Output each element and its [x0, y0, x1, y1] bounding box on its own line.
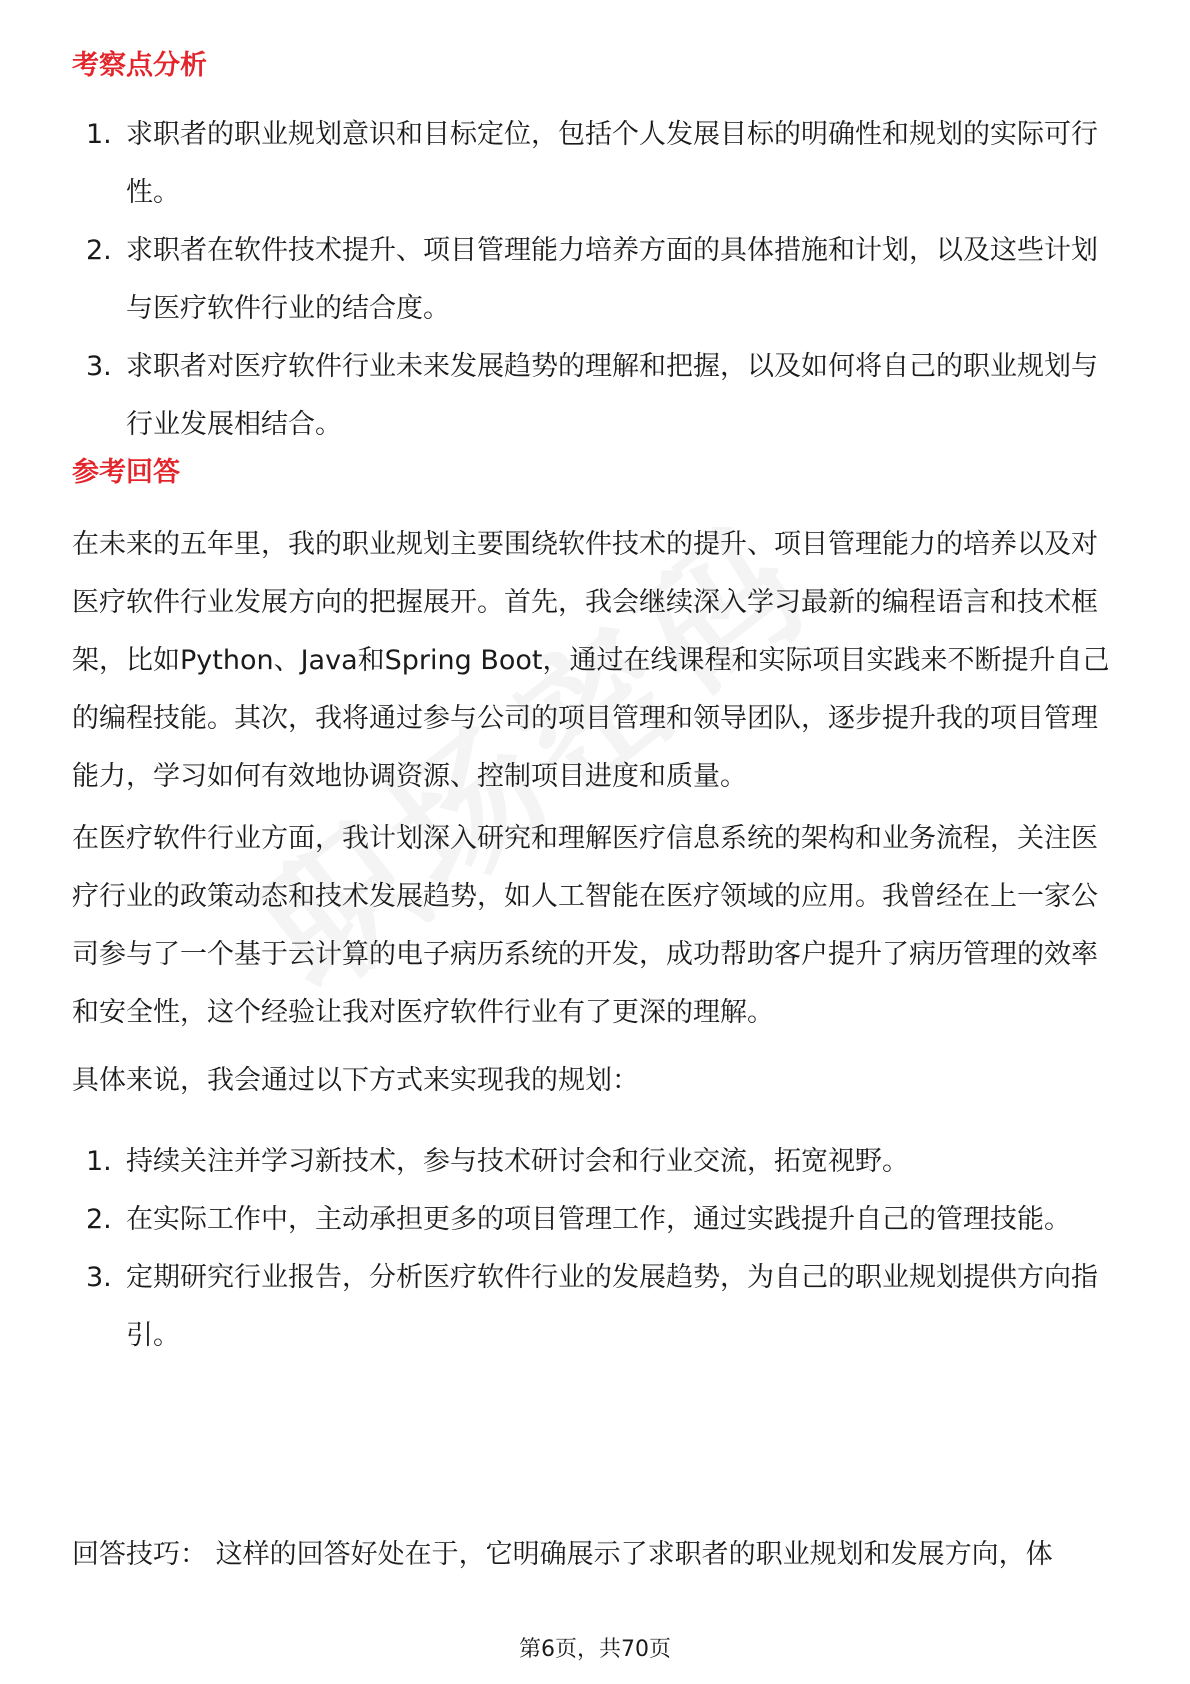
section-heading-analysis: 考察点分析: [72, 50, 207, 81]
list-number: 2.: [86, 1204, 112, 1235]
answer-tip: 回答技巧： 这样的回答好处在于，它明确展示了求职者的职业规划和发展方向，体: [72, 1539, 1053, 1570]
list-text: 持续关注并学习新技术，参与技术研讨会和行业交流，拓宽视野。: [126, 1146, 909, 1177]
plan-list: [0, 1133, 1116, 1365]
answer-paragraph-3: 具体来说，我会通过以下方式来实现我的规划：: [72, 1065, 639, 1096]
answer-paragraph-2: 在医疗软件行业方面，我计划深入研究和理解医疗信息系统的架构和业务流程，关注医疗行业的政策动态和技术发展趋势，如人工智能在医疗领域的应用。我曾经在上一家公司参与了一个基于云计算的电子病历系统的开发，成功帮助客户提升了病历管理的效率和安全性，这个经验让我对医疗软件行业有了更深的理解。: [72, 823, 1098, 1028]
list-text: 求职者在软件技术提升、项目管理能力培养方面的具体措施和计划，以及这些计划与医疗软件行业的结合度。: [126, 235, 1098, 324]
list-number: 1.: [86, 1146, 112, 1177]
section-heading-answer: 参考回答: [72, 457, 180, 488]
list-number: 3.: [86, 351, 112, 382]
answer-paragraph-1: 在未来的五年里，我的职业规划主要围绕软件技术的提升、项目管理能力的培养以及对医疗软件行业发展方向的把握展开。首先，我会继续深入学习最新的编程语言和技术框架，比如Python、Java和Spring Boot，通过在线课程和实际项目实践来不断提升自己的编程技能。其次，我将通过参与公司的项目管理和领导团队，逐步提升我的项目管理能力，学习如何有效地协调资源、控制项目进度和质量。: [72, 529, 1110, 792]
list-number: 2.: [86, 235, 112, 266]
list-text: 求职者对医疗软件行业未来发展趋势的理解和把握，以及如何将自己的职业规划与行业发展相结合。: [126, 351, 1098, 440]
list-item: [0, 1191, 1116, 1249]
list-text: 在实际工作中，主动承担更多的项目管理工作，通过实践提升自己的管理技能。: [126, 1204, 1071, 1235]
list-text: 求职者的职业规划意识和目标定位，包括个人发展目标的明确性和规划的实际可行性。: [126, 119, 1098, 208]
list-number: 3.: [86, 1262, 112, 1293]
page-number: 第6页，共70页: [519, 1637, 671, 1662]
list-item: [0, 106, 1116, 222]
analysis-list: [0, 106, 1116, 454]
list-item: [0, 338, 1116, 454]
list-item: [0, 1249, 1116, 1365]
list-item: [0, 222, 1116, 338]
list-item: [0, 1133, 1116, 1191]
list-text: 定期研究行业报告，分析医疗软件行业的发展趋势，为自己的职业规划提供方向指引。: [126, 1262, 1098, 1351]
list-number: 1.: [86, 119, 112, 150]
